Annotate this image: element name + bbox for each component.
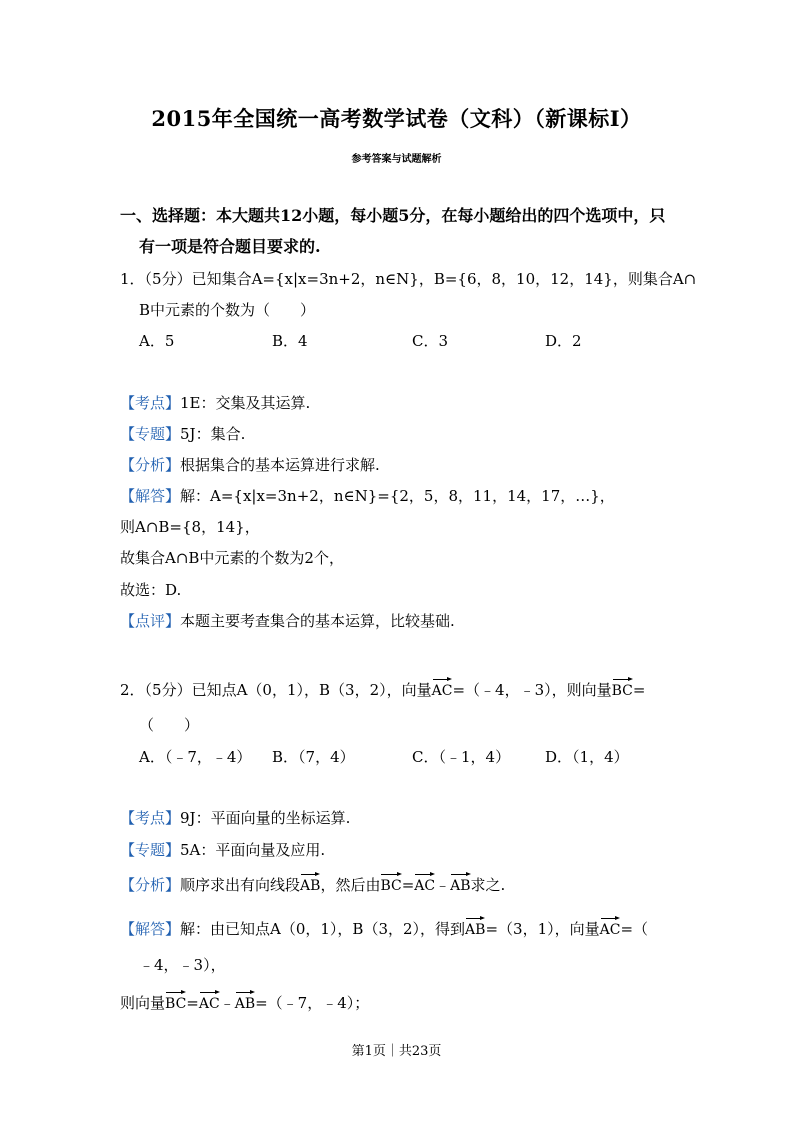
q1-step-2: 故集合A∩B中元素的个数为2个， [120,549,344,567]
q2-jieda [120,916,648,940]
q1-dianping-text: 本题主要考查集合的基本运算，比较基础. [180,612,455,630]
vector-ab-label: AB [234,996,256,1012]
equals-sign: = [401,876,415,894]
q2-kaodian-text: 9J：平面向量的坐标运算. [180,809,351,827]
vector-ac-label: AC [599,922,621,938]
q2-fenxi-part-c: 求之. [470,876,506,894]
q2-result-part-b: =（﹣7，﹣4）； [255,994,370,1012]
q1-zhuanti-tag: 【专题】 [120,425,181,443]
section-heading-line-2: 有一项是符合题目要求的. [139,237,321,256]
q1-option-b: B．4 [272,332,308,350]
minus-sign: ﹣ [219,994,235,1012]
vector-ab [450,872,470,896]
q2-stem-part-a: 2．（5分）已知点A（0，1），B（3，2），向量 [120,681,432,699]
vector-bc-label: BC [380,878,402,894]
q1-kaodian-tag: 【考点】 [120,394,181,412]
q2-result [120,990,369,1014]
q2-fenxi-part-b: ，然后由 [320,876,381,894]
vector-ab-label: AB [465,922,486,938]
q2-option-b: B．（7，4） [272,748,355,766]
q1-stem-line-2: B中元素的个数为（ ） [139,301,316,319]
vector-ab-label: AB [450,878,471,894]
q2-stem-part-c: = [632,681,646,699]
q1-option-d: D．2 [545,332,582,350]
equals-sign: = [186,994,199,1012]
q2-result-part-a: 则向量 [120,994,166,1012]
q1-kaodian [120,393,310,413]
q1-jieda-tag: 【解答】 [120,487,181,505]
vector-bc [165,990,186,1014]
vector-ab-label: AB [300,878,321,894]
q1-dianping [120,611,455,631]
q2-jieda-line-2: ﹣4，﹣3）， [139,956,226,974]
q2-jieda-tag: 【解答】 [120,920,181,938]
q1-zhuanti-text: 5J：集合. [180,425,246,443]
q2-zhuanti-tag: 【专题】 [120,841,181,859]
vector-bc [380,872,401,896]
q1-jieda [120,486,615,506]
q1-step-1: 则A∩B={8，14}， [120,518,260,536]
q1-fenxi-tag: 【分析】 [120,456,181,474]
minus-sign: ﹣ [435,876,451,894]
q2-fenxi-part-a: 顺序求出有向线段 [180,876,301,894]
q1-jieda-text: 解：A={x|x=3n+2，n∈N}={2，5，8，11，14，17，…}， [180,487,615,505]
section-heading-line-1: 一、选择题：本大题共12小题，每小题5分，在每小题给出的四个选项中，只 [120,206,666,225]
vector-bc [612,677,633,701]
q2-kaodian [120,808,350,828]
q1-option-a: A．5 [139,332,175,350]
q2-option-d: D．（1，4） [545,748,629,766]
vector-bc-label: BC [165,996,187,1012]
q2-jieda-part-c: =（ [620,920,649,938]
q1-fenxi [120,455,380,475]
page-title: 2015年全国统一高考数学试卷（文科）（新课标Ⅰ） [151,106,642,131]
page-subtitle: 参考答案与试题解析 [351,154,442,165]
q2-jieda-part-b: =（3，1），向量 [485,920,600,938]
q2-fenxi [120,872,505,896]
q2-fenxi-tag: 【分析】 [120,876,181,894]
q1-step-3: 故选：D. [120,581,182,599]
page-footer: 第1页｜共23页 [351,1044,442,1059]
vector-ac [600,916,621,940]
vector-ac [432,677,453,701]
vector-ac-label: AC [414,878,436,894]
q2-zhuanti-text: 5A：平面向量及应用. [180,841,326,859]
q2-jieda-part-a: 解：由已知点A（0，1），B（3，2），得到 [180,920,466,938]
vector-ac-label: AC [198,996,220,1012]
q1-dianping-tag: 【点评】 [120,612,181,630]
q1-fenxi-text: 根据集合的基本运算进行求解. [180,456,380,474]
q1-zhuanti [120,424,245,444]
q2-zhuanti [120,840,325,860]
q2-stem-part-b: =（﹣4，﹣3），则向量 [452,681,612,699]
q1-kaodian-text: 1E：交集及其运算. [180,394,311,412]
q2-stem-line-1 [120,677,645,701]
q2-stem-line-2: （ ） [139,716,200,734]
vector-ab [300,872,320,896]
q2-option-c: C．（﹣1，4） [412,748,511,766]
vector-ac-label: AC [431,683,453,699]
vector-ab [465,916,485,940]
vector-ac [199,990,220,1014]
vector-ac [414,872,435,896]
q1-stem-line-1: 1．（5分）已知集合A={x|x=3n+2，n∈N}，B={6，8，10，12，14}，则集合A∩ [120,270,697,288]
vector-ab [235,990,255,1014]
q1-option-c: C．3 [412,332,449,350]
vector-bc-label: BC [611,683,633,699]
q2-kaodian-tag: 【考点】 [120,809,181,827]
q2-option-a: A．（﹣7，﹣4） [139,748,252,766]
